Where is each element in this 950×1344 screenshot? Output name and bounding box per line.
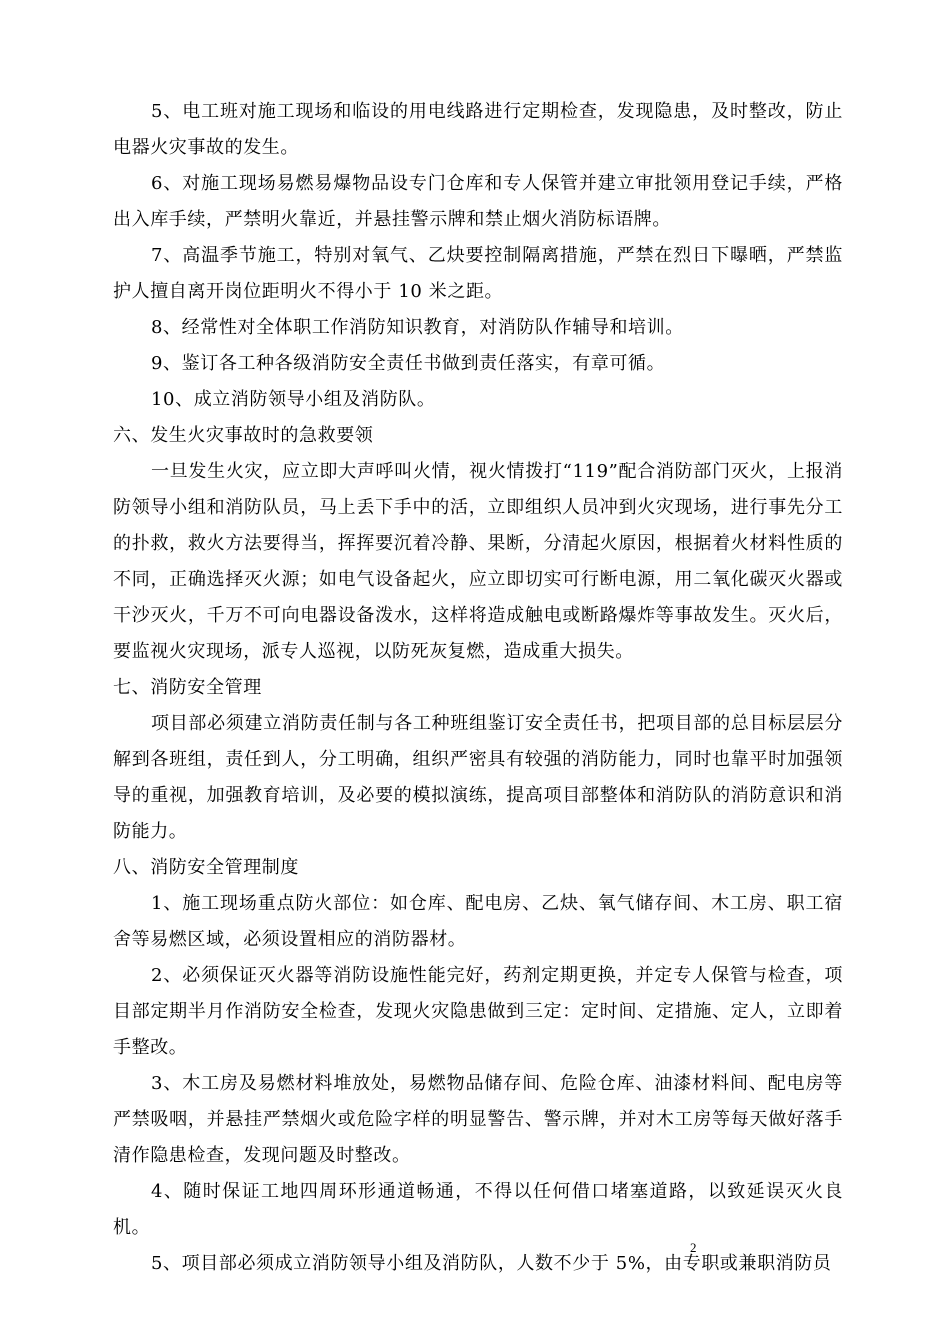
section-heading: 八、消防安全管理制度 [113,857,299,878]
paragraph: 5、电工班对施工现场和临设的用电线路进行定期检查，发现隐患，及时整改，防止电器火灾事故的发生。 [113,101,843,158]
section-heading: 六、发生火灾事故时的急救要领 [113,425,374,446]
page-number: 2 [690,1240,697,1255]
paragraph: 1、施工现场重点防火部位：如仓库、配电房、乙炔、氧气储存间、木工房、职工宿舍等易燃区域，必须设置相应的消防器材。 [113,893,843,950]
paragraph: 10、成立消防领导小组及消防队。 [151,389,436,410]
document-body [113,94,843,1282]
section-heading: 七、消防安全管理 [113,677,262,698]
paragraph: 项目部必须建立消防责任制与各工种班组鉴订安全责任书，把项目部的总目标层层分解到各班组，责任到人，分工明确，组织严密具有较强的消防能力，同时也靠平时加强领导的重视，加强教育培训，及必要的模拟演练，提高项目部整体和消防队的消防意识和消防能力。 [113,713,843,842]
paragraph: 3、木工房及易燃材料堆放处，易燃物品储存间、危险仓库、油漆材料间、配电房等严禁吸咽，并悬挂严禁烟火或危险字样的明显警告、警示牌，并对木工房等每天做好落手清作隐患检查，发现问题及时整改。 [113,1073,843,1166]
paragraph: 一旦发生火灾，应立即大声呼叫火情，视火情拨打“119”配合消防部门灭火，上报消防领导小组和消防队员，马上丢下手中的活，立即组织人员冲到火灾现场，进行事先分工的扑救，救火方法要得当，挥挥要沉着冷静、果断，分清起火原因，根据着火材料性质的不同，正确选择灭火源；如电气设备起火，应立即切实可行断电源，用二氧化碳灭火器或干沙灭火，千万不可向电器设备泼水，这样将造成触电或断路爆炸等事故发生。灭火后，要监视火灾现场，派专人巡视，以防死灰复燃，造成重大损失。 [113,461,843,662]
paragraph: 2、必须保证灭火器等消防设施性能完好，药剂定期更换，并定专人保管与检查，项目部定期半月作消防安全检查，发现火灾隐患做到三定：定时间、定措施、定人，立即着手整改。 [113,965,843,1058]
paragraph: 8、经常性对全体职工作消防知识教育，对消防队作辅导和培训。 [151,317,684,338]
paragraph: 6、对施工现场易燃易爆物品设专门仓库和专人保管并建立审批领用登记手续，严格出入库手续，严禁明火靠近，并悬挂警示牌和禁止烟火消防标语牌。 [113,173,843,230]
paragraph: 9、鉴订各工种各级消防安全责任书做到责任落实，有章可循。 [151,353,666,374]
paragraph: 5、项目部必须成立消防领导小组及消防队，人数不少于 5%，由专职或兼职消防员 [151,1253,832,1274]
paragraph: 4、随时保证工地四周环形通道畅通，不得以任何借口堵塞道路，以致延误灭火良机。 [113,1181,843,1238]
paragraph: 7、高温季节施工，特别对氧气、乙炔要控制隔离措施，严禁在烈日下曝晒，严禁监护人擅自离开岗位距明火不得小于 10 米之距。 [113,245,843,302]
